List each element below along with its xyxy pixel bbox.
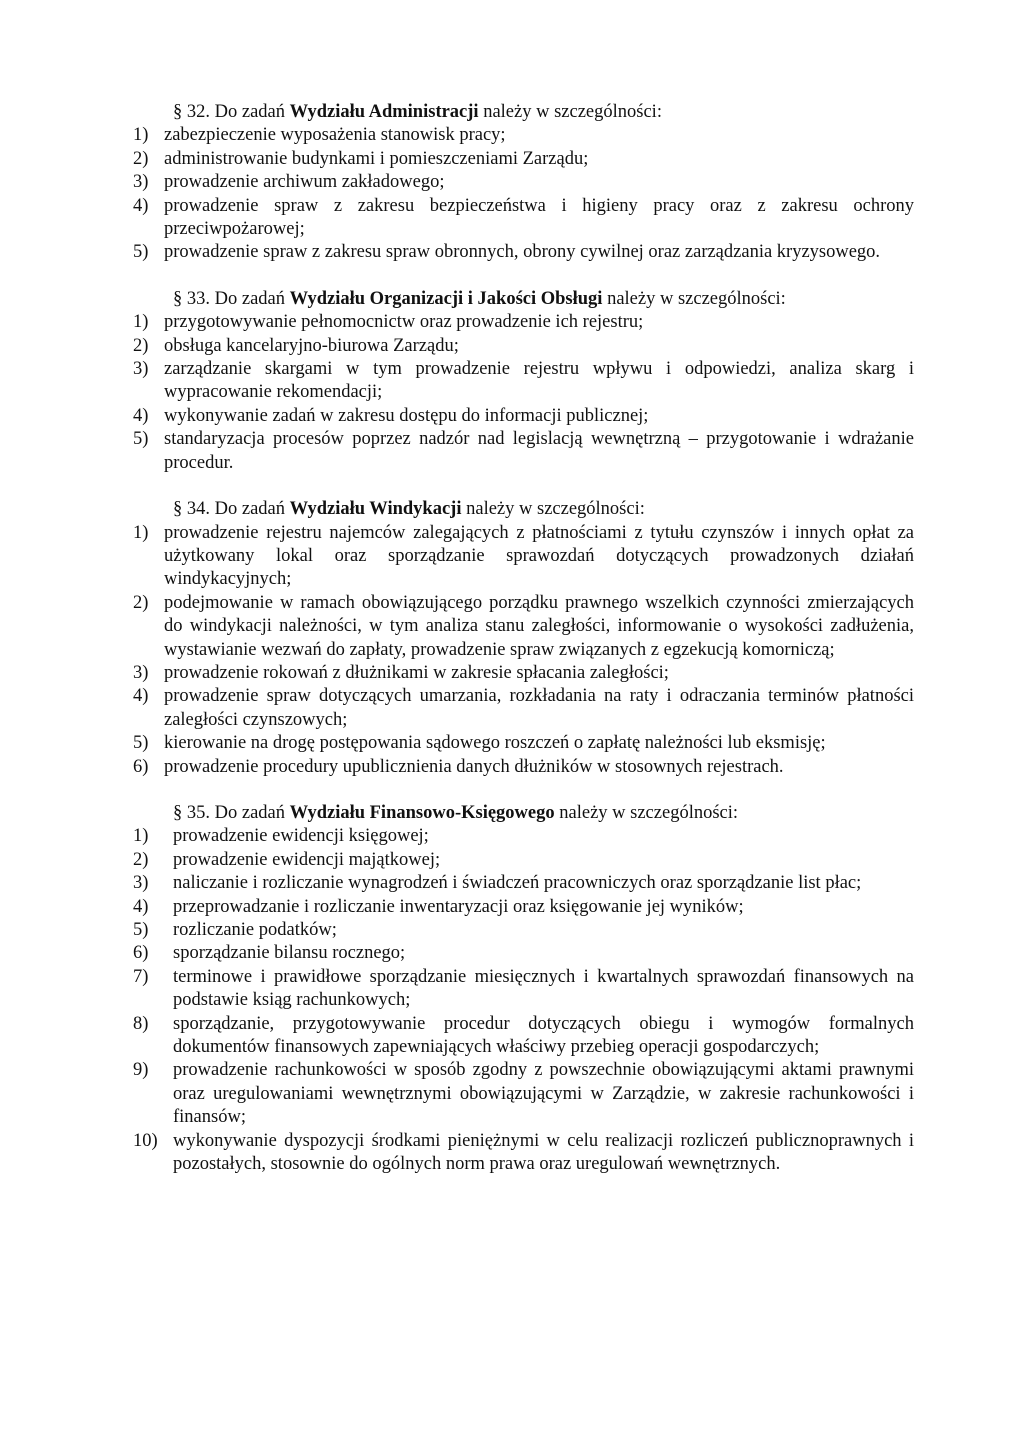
list-item <box>133 872 914 895</box>
list-item <box>133 241 914 264</box>
list-item <box>133 124 914 147</box>
item-text: prowadzenie ewidencji majątkowej; <box>173 849 441 870</box>
heading-unit: Wydziału Organizacji i Jakości Obsługi <box>289 288 603 309</box>
item-number: 5) <box>133 920 149 940</box>
item-text: sporządzanie, przygotowywanie procedur dotyczących obiegu i wymogów formalnych dokumentów finansowych zapewniających właściwy przebieg operacji gospodarczych; <box>173 1013 914 1058</box>
list-item <box>133 522 914 592</box>
item-text: podejmowanie w ramach obowiązującego porządku prawnego wszelkich czynności zmierzających do windykacji należności, w tym analiza stanu zaległości, informowanie o wysokości zadłużenia, wystawianie wezwań do zapłaty, prowadzenie spraw związanych z egzekucją komorniczą; <box>164 592 914 660</box>
list-item <box>133 428 914 475</box>
item-text: prowadzenie rachunkowości w sposób zgodny z powszechnie obowiązującymi aktami prawnymi oraz uregulowaniami wewnętrznymi obowiązującymi w Zarządzie, w zakresie rachunkowości i finansów; <box>173 1060 914 1128</box>
list-item <box>133 195 914 242</box>
list-item <box>133 405 914 428</box>
item-number: 8) <box>133 1013 149 1034</box>
item-text: prowadzenie ewidencji księgowej; <box>173 826 429 847</box>
item-number: 2) <box>133 148 149 169</box>
heading-outro: należy w szczególności: <box>559 802 739 823</box>
list-item <box>133 1013 914 1060</box>
list-item <box>133 966 914 1013</box>
task-list <box>133 311 914 475</box>
heading-intro: § 32. Do zadań <box>173 102 285 122</box>
item-number: 1) <box>133 826 149 847</box>
item-text: obsługa kancelaryjno-biurowa Zarządu; <box>164 335 459 356</box>
list-item <box>133 662 914 685</box>
list-item <box>133 849 914 872</box>
section-heading <box>133 498 914 521</box>
item-number: 6) <box>133 756 149 777</box>
heading-outro: należy w szczególności: <box>466 499 645 520</box>
item-number: 3) <box>133 873 149 894</box>
list-item <box>133 825 914 848</box>
item-number: 4) <box>133 686 149 707</box>
item-number: 4) <box>133 896 149 917</box>
heading-unit: Wydziału Windykacji <box>289 499 462 520</box>
heading-outro: należy w szczególności: <box>607 288 786 309</box>
item-text: przeprowadzanie i rozliczanie inwentaryzacji oraz księgowanie jej wyników; <box>173 896 744 917</box>
item-number: 9) <box>133 1060 149 1081</box>
heading-unit: Wydziału Finansowo-Księgowego <box>289 802 555 823</box>
item-text: prowadzenie rejestru najemców zalegających z płatnościami z tytułu czynszów i innych opłat za użytkowany lokal oraz sporządzanie sprawozdań dotyczących prowadzonych działań windykacyjnych; <box>164 522 914 590</box>
item-text: zarządzanie skargami w tym prowadzenie rejestru wpływu i odpowiedzi, analiza skarg i wypracowanie rekomendacji; <box>164 359 914 403</box>
item-text: prowadzenie procedury upublicznienia danych dłużników w stosownych rejestrach. <box>164 756 784 777</box>
item-number: 3) <box>133 359 149 380</box>
section-heading <box>133 802 914 825</box>
section-heading <box>133 288 914 311</box>
item-text: kierowanie na drogę postępowania sądowego roszczeń o zapłatę należności lub eksmisję; <box>164 733 826 754</box>
list-item <box>133 896 914 919</box>
task-list <box>133 825 914 1176</box>
heading-intro: § 33. Do zadań <box>173 288 285 309</box>
item-number: 10) <box>133 1130 158 1151</box>
list-item <box>133 756 914 779</box>
item-number: 2) <box>133 335 149 356</box>
list-item <box>133 1059 914 1129</box>
item-text: prowadzenie rokowań z dłużnikami w zakresie spłacania zaległości; <box>164 662 669 683</box>
item-number: 1) <box>133 125 149 146</box>
item-text: przygotowywanie pełnomocnictw oraz prowadzenie ich rejestru; <box>164 312 644 333</box>
section-heading <box>133 101 914 124</box>
item-text: prowadzenie spraw dotyczących umarzania, rozkładania na raty i odraczania terminów płatności zaległości czynszowych; <box>164 686 914 730</box>
item-text: prowadzenie spraw z zakresu bezpieczeństwa i higieny pracy oraz z zakresu ochrony przeciwpożarowej; <box>164 195 914 240</box>
item-number: 7) <box>133 966 149 987</box>
heading-intro: § 34. Do zadań <box>173 499 285 520</box>
item-text: sporządzanie bilansu rocznego; <box>173 943 406 964</box>
item-text: terminowe i prawidłowe sporządzanie miesięcznych i kwartalnych sprawozdań finansowych na podstawie ksiąg rachunkowych; <box>173 966 914 1011</box>
list-item <box>133 685 914 732</box>
list-item <box>133 148 914 171</box>
list-item <box>133 1130 914 1177</box>
item-number: 4) <box>133 195 149 216</box>
item-number: 3) <box>133 662 149 683</box>
heading-outro: należy w szczególności: <box>483 102 662 122</box>
item-number: 2) <box>133 592 149 613</box>
item-number: 6) <box>133 943 149 964</box>
item-number: 1) <box>133 312 149 333</box>
list-item <box>133 311 914 334</box>
item-text: administrowanie budynkami i pomieszczeniami Zarządu; <box>164 148 589 169</box>
list-item <box>133 171 914 194</box>
item-text: zabezpieczenie wyposażenia stanowisk pracy; <box>164 125 506 146</box>
item-text: rozliczanie podatków; <box>173 920 337 940</box>
item-text: standaryzacja procesów poprzez nadzór nad legislacją wewnętrzną – przygotowanie i wdrażanie procedur. <box>164 429 914 473</box>
section-33 <box>133 288 914 475</box>
list-item <box>133 919 914 942</box>
item-number: 3) <box>133 172 149 193</box>
item-text: naliczanie i rozliczanie wynagrodzeń i świadczeń pracowniczych oraz sporządzanie list płac; <box>173 873 862 894</box>
list-item <box>133 732 914 755</box>
section-34 <box>133 498 914 779</box>
list-item <box>133 592 914 662</box>
heading-intro: § 35. Do zadań <box>173 802 285 823</box>
item-number: 2) <box>133 849 149 870</box>
heading-unit: Wydziału Administracji <box>289 102 479 122</box>
list-item <box>133 358 914 405</box>
list-item <box>133 942 914 965</box>
list-item <box>133 335 914 358</box>
section-32 <box>133 101 914 265</box>
item-text: prowadzenie spraw z zakresu spraw obronnych, obrony cywilnej oraz zarządzania kryzysowego. <box>164 242 881 263</box>
item-number: 4) <box>133 405 149 426</box>
item-number: 1) <box>133 522 149 543</box>
item-text: wykonywanie dyspozycji środkami pieniężnymi w celu realizacji rozliczeń publicznoprawnych i pozostałych, stosownie do ogólnych norm prawa oraz uregulowań wewnętrznych. <box>173 1130 914 1175</box>
item-number: 5) <box>133 242 149 263</box>
item-text: wykonywanie zadań w zakresu dostępu do informacji publicznej; <box>164 405 649 426</box>
item-number: 5) <box>133 429 149 450</box>
item-number: 5) <box>133 733 149 754</box>
task-list <box>133 124 914 264</box>
task-list <box>133 522 914 779</box>
section-35 <box>133 802 914 1177</box>
item-text: prowadzenie archiwum zakładowego; <box>164 172 445 193</box>
